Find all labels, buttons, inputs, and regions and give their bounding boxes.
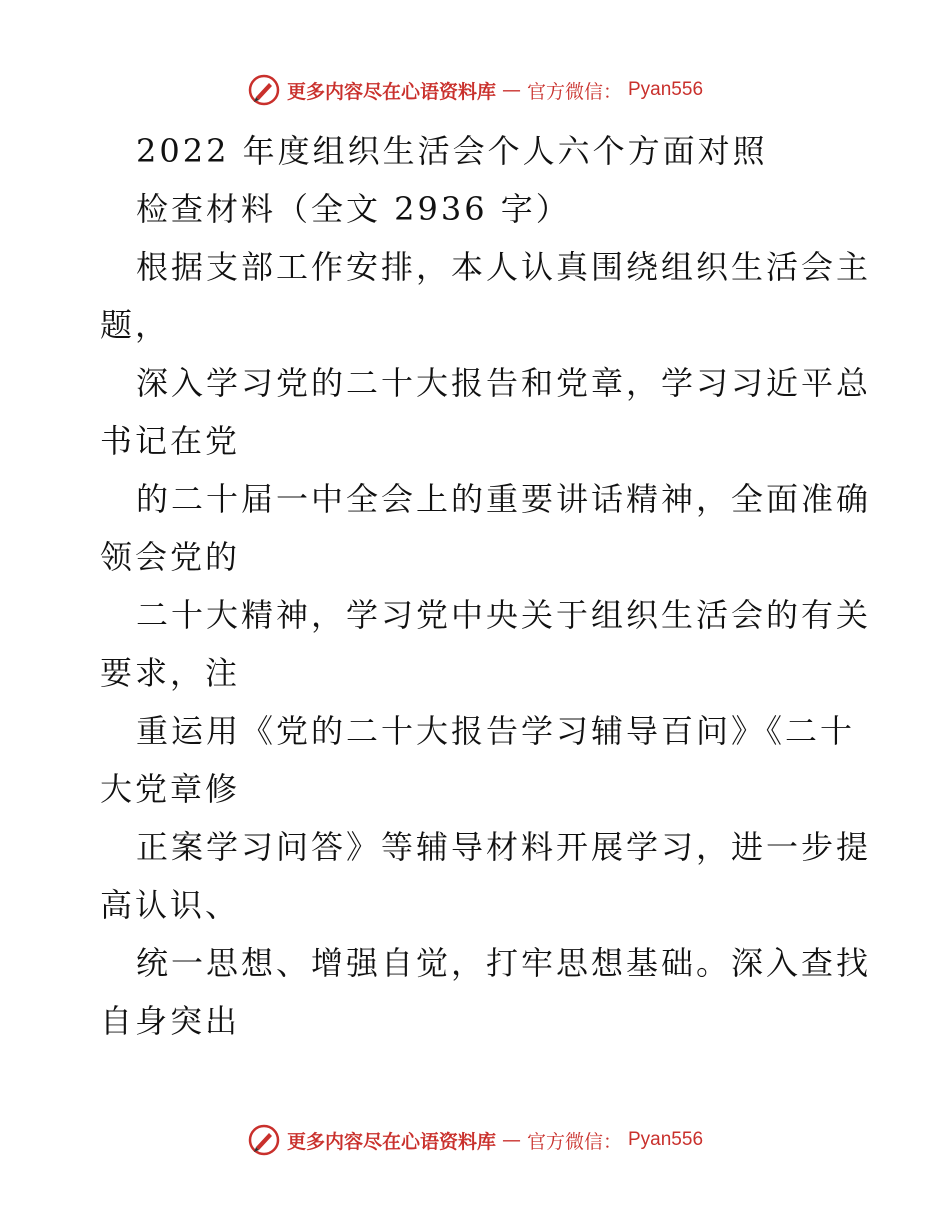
watermark-wechat-id: Pyan556 — [628, 1129, 704, 1150]
pen-logo-icon — [247, 73, 281, 107]
doc-line-13: 正案学习问答》等辅导材料开展学习，进一步提 — [136, 828, 872, 866]
doc-line-8: 领会党的 — [100, 538, 241, 576]
watermark-wechat-id: Pyan556 — [628, 79, 704, 100]
doc-line-12: 大党章修 — [100, 770, 241, 808]
doc-line-10: 要求，注 — [100, 654, 241, 692]
watermark-label: 官方微信： — [526, 1130, 622, 1153]
watermark-site-text: 更多内容尽在心语资料库 — [286, 1130, 496, 1153]
doc-line-3: 根据支部工作安排，本人认真围绕组织生活会主 — [136, 248, 872, 286]
doc-line-6: 书记在党 — [100, 422, 241, 460]
header-watermark — [0, 70, 950, 110]
doc-line-9: 二十大精神，学习党中央关于组织生活会的有关 — [136, 596, 872, 634]
watermark-label: 官方微信： — [526, 80, 622, 103]
doc-line-1: 2022 年度组织生活会个人六个方面对照 — [136, 132, 768, 170]
document-body — [100, 122, 872, 1050]
footer-watermark — [0, 1120, 950, 1160]
doc-line-14: 高认识、 — [100, 886, 241, 924]
watermark-dash: — — [501, 1129, 521, 1151]
doc-line-2: 检查材料（全文 2936 字） — [136, 190, 571, 228]
doc-line-7: 的二十届一中全会上的重要讲话精神，全面准确 — [136, 480, 872, 518]
doc-line-11: 重运用《党的二十大报告学习辅导百问》《二十 — [136, 712, 856, 750]
doc-line-16: 自身突出 — [100, 1002, 241, 1040]
doc-line-4: 题， — [100, 306, 171, 344]
doc-line-15: 统一思想、增强自觉，打牢思想基础。深入查找 — [136, 944, 872, 982]
pen-logo-icon — [247, 1123, 281, 1157]
watermark-site-text: 更多内容尽在心语资料库 — [286, 80, 496, 103]
doc-line-5: 深入学习党的二十大报告和党章，学习习近平总 — [136, 364, 872, 402]
watermark-dash: — — [501, 79, 521, 101]
